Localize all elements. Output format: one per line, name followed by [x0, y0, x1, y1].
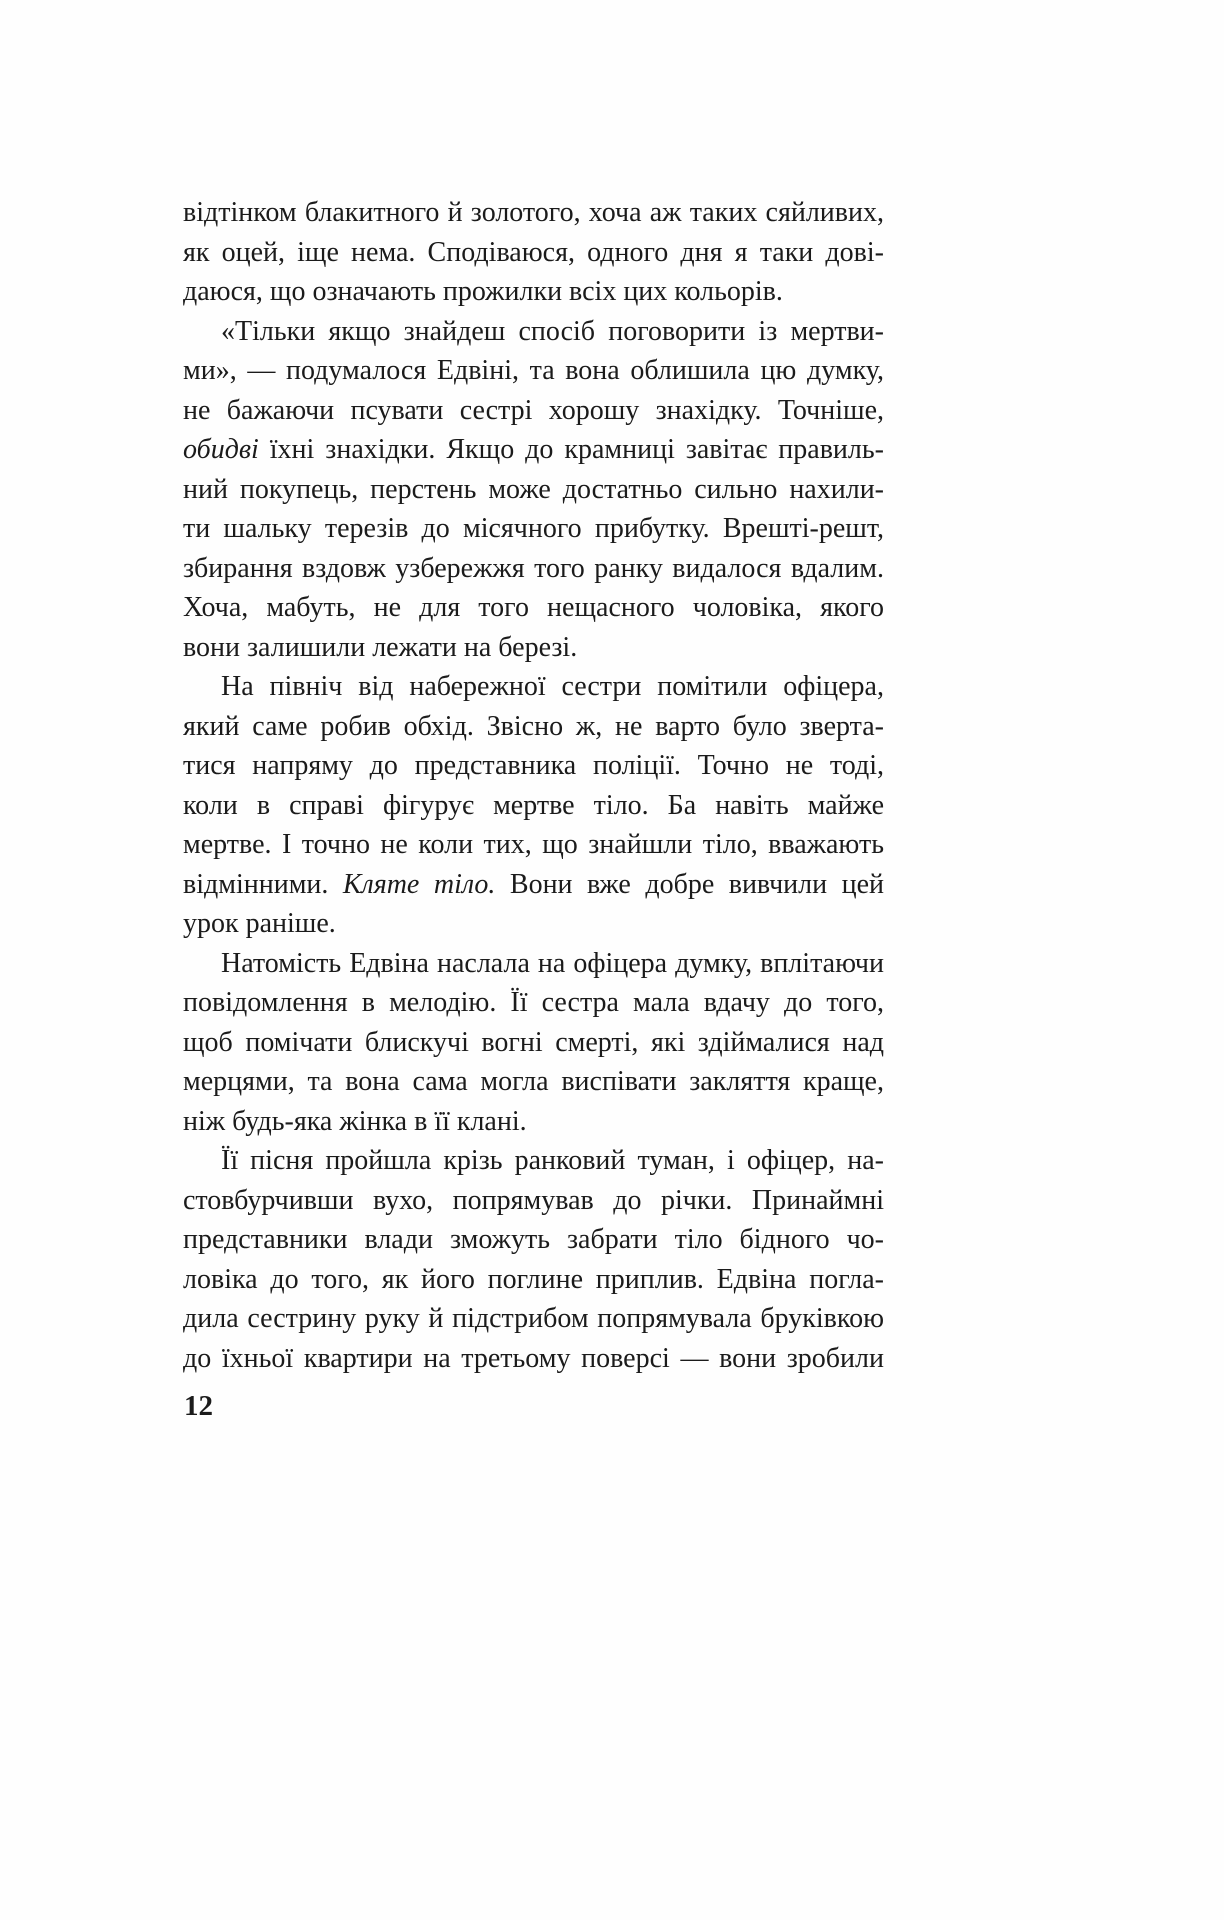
- text-segment: відтінком блакитного й золотого, хоча аж таких сяйливих,: [183, 197, 884, 228]
- text-line: [183, 1339, 884, 1379]
- text-line: [183, 825, 884, 865]
- text-line: [183, 865, 884, 905]
- text-line: [183, 1023, 884, 1063]
- text-line: [183, 983, 884, 1023]
- text-line: [183, 904, 884, 944]
- text-line: [183, 1062, 884, 1102]
- text-segment: збирання вздовж узбережжя того ранку видалося вдалим.: [183, 552, 884, 584]
- text-segment: ніж будь-яка жінка в її клані.: [183, 1105, 527, 1137]
- text-segment: який саме робив обхід. Звісно ж, не варто було зверта-: [183, 710, 884, 742]
- text-line: [183, 1181, 884, 1221]
- text-segment: коли в справі фігурує мертве тіло. Ба навіть майже: [183, 789, 884, 821]
- text-segment: даюся, що означають прожилки всіх цих кольорів.: [183, 276, 783, 307]
- text-segment: ти шальку терезів до місячного прибутку. Врешті-решт,: [183, 513, 884, 544]
- text-line: [183, 509, 884, 549]
- text-segment: Її пісня пройшла крізь ранковий туман, і офіцер, на-: [221, 1145, 884, 1176]
- text-segment: мертве. І точно не коли тих, що знайшли тіло, вважають: [183, 829, 884, 860]
- text-line: [183, 628, 884, 668]
- text-segment: На північ від набережної сестри помітили офіцера,: [221, 671, 884, 702]
- text-segment: Хоча, мабуть, не для того нещасного чоловіка, якого: [183, 592, 884, 623]
- text-segment: ловіка до того, як його поглине приплив. Едвіна погла-: [183, 1263, 884, 1295]
- text-line: [183, 667, 884, 707]
- text-segment: до їхньої квартири на третьому поверсі — вони зробили: [183, 1342, 884, 1374]
- text-line: [183, 1260, 884, 1300]
- text-segment: ний покупець, перстень може достатньо сильно нахили-: [183, 473, 884, 505]
- text-segment: Вони вже добре вивчили цей: [495, 868, 884, 900]
- text-line: [183, 1220, 884, 1260]
- text-segment: ми», — подумалося Едвіні, та вона облишила цю думку,: [183, 355, 884, 386]
- text-block: [183, 193, 884, 1378]
- text-line: [183, 1102, 884, 1142]
- italic-text-segment: Кляте тіло.: [342, 868, 496, 900]
- text-segment: представники влади зможуть забрати тіло бідного чо-: [183, 1224, 884, 1255]
- text-segment: мерцями, та вона сама могла виспівати закляття краще,: [183, 1066, 884, 1097]
- text-segment: їхні знахідки. Якщо до крамниці завітає правиль-: [258, 434, 884, 465]
- text-segment: вони залишили лежати на березі.: [183, 631, 578, 663]
- text-line: [183, 233, 884, 273]
- text-line: [183, 588, 884, 628]
- text-line: [183, 786, 884, 826]
- text-line: [183, 1299, 884, 1339]
- italic-text-segment: обидві: [183, 434, 259, 465]
- text-line: [183, 391, 884, 431]
- text-line: [183, 312, 884, 352]
- text-segment: як оцей, іще нема. Сподіваюся, одного дня я таки дові-: [183, 236, 884, 268]
- text-segment: дила сестрину руку й підстрибом попрямувала бруківкою: [183, 1303, 884, 1334]
- text-line: [183, 430, 884, 470]
- text-segment: Натомість Едвіна наслала на офіцера думку, вплітаючи: [221, 947, 884, 979]
- page-number: 12: [184, 1390, 213, 1422]
- text-line: [183, 351, 884, 391]
- text-segment: відмінними.: [183, 868, 343, 900]
- text-line: [183, 707, 884, 747]
- text-segment: урок раніше.: [183, 908, 336, 939]
- text-line: [183, 549, 884, 589]
- text-line: [183, 272, 884, 312]
- text-line: [183, 470, 884, 510]
- text-segment: щоб помічати блискучі вогні смерті, які здіймалися над: [183, 1026, 884, 1058]
- text-segment: повідомлення в мелодію. Її сестра мала вдачу до того,: [183, 987, 884, 1018]
- text-segment: стовбурчивши вухо, попрямував до річки. Принаймні: [183, 1184, 884, 1216]
- text-line: [183, 746, 884, 786]
- text-segment: тися напряму до представника поліції. Точно не тоді,: [183, 750, 884, 781]
- text-line: [183, 944, 884, 984]
- text-line: [183, 1141, 884, 1181]
- text-segment: не бажаючи псувати сестрі хорошу знахідку. Точніше,: [183, 394, 884, 426]
- text-segment: «Тільки якщо знайдеш спосіб поговорити із мертви-: [221, 315, 884, 347]
- text-line: [183, 193, 884, 233]
